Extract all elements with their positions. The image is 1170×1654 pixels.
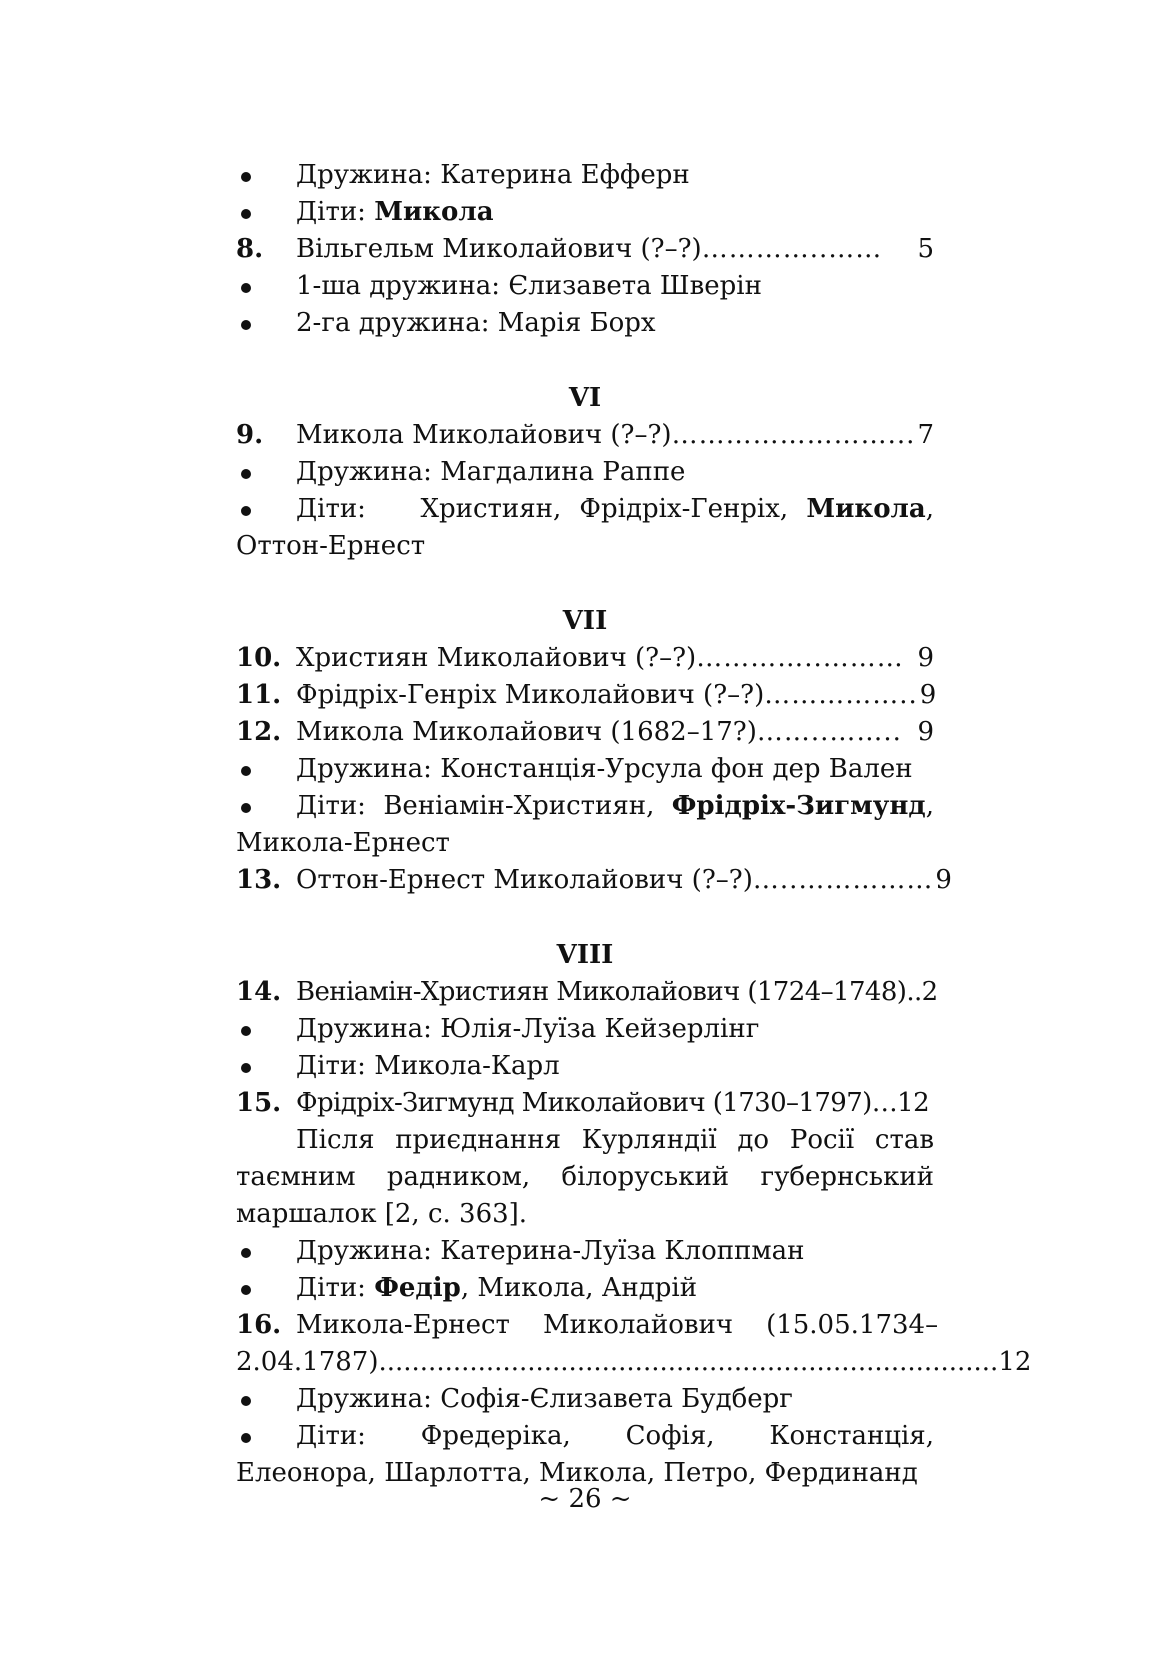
entry-number: 9.: [236, 420, 264, 450]
item-label: Дружина:: [296, 1236, 441, 1266]
item-label: Діти:: [296, 1273, 375, 1303]
list-item: [236, 751, 934, 788]
bullet-icon: [241, 172, 251, 182]
toc-entry: [236, 714, 934, 751]
entry-page: 5: [917, 234, 934, 264]
entry-leader: ……..……..: [756, 717, 902, 747]
entry-leader: ……………..: [764, 680, 918, 710]
entry-text: Микола-Ернест Миколайович (15.05.1734–: [296, 1310, 939, 1340]
toc-entry: [236, 974, 938, 1011]
item-value: , Микола, Андрій: [460, 1273, 698, 1303]
toc-entry: [236, 677, 937, 714]
document-page: [236, 157, 1032, 1492]
item-value: Микола: [374, 197, 494, 227]
bullet-icon: [241, 1396, 251, 1406]
list-item: [236, 268, 934, 305]
item-label: Дружина:: [296, 1014, 441, 1044]
item-value: Християн, Фрідріх-Генріх,: [420, 494, 807, 524]
item-value: Магдалина Раппе: [440, 457, 686, 487]
entry-text: Микола Миколайович (1682–17?): [296, 717, 757, 747]
entry-text: Фрідріх-Генріх Миколайович (?–?): [296, 680, 765, 710]
list-item: [236, 1011, 934, 1048]
entry-leader: ...........................................................................: [378, 1347, 999, 1377]
list-item: [236, 454, 934, 491]
entry-leader: ……………………...: [671, 420, 916, 450]
list-item: [236, 788, 934, 862]
entry-number: 11.: [236, 680, 282, 710]
entry-number: 14.: [236, 977, 282, 1007]
item-value: Марія Борх: [497, 308, 656, 338]
bullet-icon: [241, 283, 251, 293]
section-heading: VI: [568, 383, 602, 413]
item-label: Діти:: [296, 197, 375, 227]
list-item: [236, 1418, 934, 1492]
entry-text: Микола Миколайович (?–?): [296, 420, 672, 450]
item-value: Фредеріка, Софія, Констанція, Елеонора, Шарлотта, Микола, Петро, Фердинанд: [236, 1421, 934, 1488]
entry-number: 8.: [236, 234, 264, 264]
list-item: [236, 194, 934, 231]
entry-text: Веніамін-Християн Миколайович (1724–1748)..2: [296, 977, 938, 1007]
entry-page: 9: [935, 865, 952, 895]
section-heading: VIII: [556, 940, 614, 970]
item-label: Діти:: [296, 791, 384, 821]
entry-number: 12.: [236, 717, 282, 747]
entry-page: 9: [917, 717, 934, 747]
entry-number: 13.: [236, 865, 282, 895]
list-item: [236, 1048, 934, 1085]
item-value: Софія-Єлизавета Будберг: [440, 1384, 793, 1414]
item-value: Микола-Карл: [374, 1051, 560, 1081]
bullet-icon: [241, 1026, 251, 1036]
entry-page: 9: [917, 643, 934, 673]
section-heading: VII: [562, 606, 608, 636]
entry-page: 12: [998, 1347, 1032, 1377]
item-value-bold: Микола: [806, 494, 926, 524]
page-number: ~ 26 ~: [538, 1484, 632, 1514]
list-item: [236, 1233, 934, 1270]
entry-leader: …..……………: [752, 865, 934, 895]
entry-page: 9: [919, 680, 937, 710]
list-item: [236, 491, 934, 565]
toc-entry: [236, 1085, 934, 1122]
bullet-icon: [241, 766, 251, 776]
item-label: Дружина:: [296, 160, 441, 190]
item-value: Єлизавета Шверін: [508, 271, 762, 301]
entry-number: 16.: [236, 1310, 282, 1340]
toc-entry: [236, 417, 934, 454]
entry-text: 2.04.1787): [236, 1347, 379, 1377]
list-item: [236, 157, 934, 194]
entry-page: 7: [917, 420, 934, 450]
toc-entry: [236, 231, 934, 268]
bullet-icon: [241, 469, 251, 479]
item-label: Діти:: [296, 1051, 375, 1081]
item-value-bold: Федір: [374, 1273, 461, 1303]
item-value: , Микола-Ернест: [236, 791, 934, 858]
toc-entry: [236, 1307, 939, 1344]
bullet-icon: [241, 1063, 251, 1073]
item-label: Діти:: [296, 494, 421, 524]
bullet-icon: [241, 209, 251, 219]
toc-entry: [236, 862, 952, 899]
list-item: [236, 305, 934, 342]
entry-text: Вільгельм Миколайович (?–?): [296, 234, 702, 264]
item-label: Дружина:: [296, 1384, 441, 1414]
bullet-icon: [241, 506, 251, 516]
item-value: Веніамін-Християн,: [383, 791, 672, 821]
bullet-icon: [241, 1285, 251, 1295]
item-label: Дружина:: [296, 457, 441, 487]
item-label: 2-га дружина:: [296, 308, 498, 338]
toc-entry-continued: [236, 1344, 1032, 1381]
entry-number: 10.: [236, 643, 282, 673]
entry-leader: …………..……: [701, 234, 883, 264]
item-value-bold: Фрідріх-Зигмунд: [671, 791, 926, 821]
bullet-icon: [241, 1433, 251, 1443]
item-value: Катерина-Луїза Клоппман: [440, 1236, 805, 1266]
item-label: Діти:: [296, 1421, 421, 1451]
entry-text: Фрідріх-Зигмунд Миколайович (1730–1797)…12: [296, 1088, 930, 1118]
bullet-icon: [241, 803, 251, 813]
entry-number: 15.: [236, 1088, 282, 1118]
entry-text: Християн Миколайович (?–?): [296, 643, 697, 673]
entry-leader: …………..………: [696, 643, 904, 673]
item-label: Дружина:: [296, 754, 441, 784]
list-item: [236, 1381, 934, 1418]
biography-paragraph: Після приєднання Курляндії до Росії став таємним радником, білоруський губернський маршалок [2, с. 363].: [236, 1125, 934, 1229]
bullet-icon: [241, 1248, 251, 1258]
item-value: Юлія-Луїза Кейзерлінг: [440, 1014, 760, 1044]
item-value: Констанція-Урсула фон дер Вален: [440, 754, 913, 784]
item-value: , Оттон-Ернест: [236, 494, 934, 561]
item-value: Катерина Ефферн: [440, 160, 690, 190]
list-item: [236, 1270, 934, 1307]
entry-text: Оттон-Ернест Миколайович (?–?): [296, 865, 753, 895]
item-label: 1-ша дружина:: [296, 271, 509, 301]
bullet-icon: [241, 320, 251, 330]
toc-entry: [236, 640, 934, 677]
